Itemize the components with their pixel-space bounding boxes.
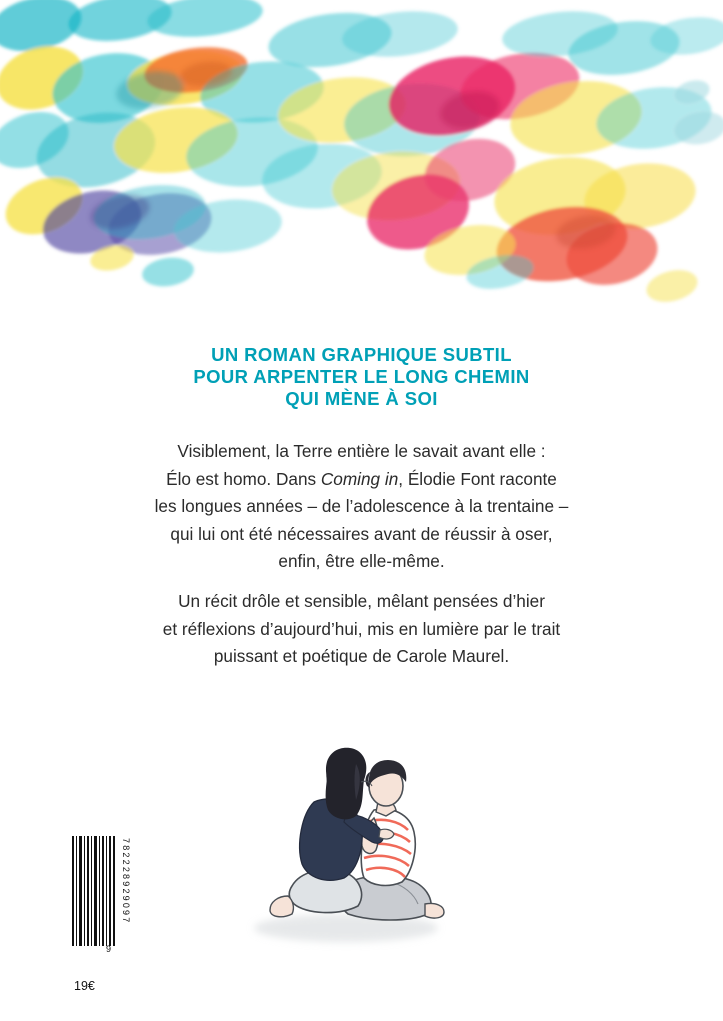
barcode xyxy=(70,836,116,946)
book-title-italic: Coming in xyxy=(320,468,399,489)
blurb-p1-line-2: Élo est homo. Dans Coming in, Élodie Font raconte xyxy=(166,468,557,489)
illustration-svg xyxy=(196,690,496,955)
blurb-paragraph-2 xyxy=(61,588,662,671)
blurb-p1-line-1: Visiblement, la Terre entière le savait avant elle : xyxy=(177,441,546,461)
blurb-p1-line-4: qui lui ont été nécessaires avant de réussir à oser, xyxy=(170,523,553,544)
two-women-embracing-illustration xyxy=(196,690,496,955)
barcode-isbn-digits: 782228929097 xyxy=(121,838,131,925)
headline-line-1: UN ROMAN GRAPHIQUE SUBTIL xyxy=(211,344,512,365)
page-headline xyxy=(0,344,723,410)
watercolour-blobs-svg xyxy=(0,0,723,330)
cover-artwork xyxy=(0,0,723,330)
right-figure-foot xyxy=(425,903,444,918)
blurb-p2-line-2: et réflexions d’aujourd’hui, mis en lumière par le trait xyxy=(162,618,561,639)
blurb-p2-line-1: Un récit drôle et sensible, mêlant pensées d’hier xyxy=(178,591,545,611)
left-figure-hair xyxy=(326,748,367,820)
left-figure-hand xyxy=(379,829,394,839)
blurb-p1-line-5: enfin, être elle-même. xyxy=(278,551,445,571)
price-label: 19€ xyxy=(74,979,95,993)
blurb-paragraph-1 xyxy=(61,438,662,576)
blurb-p2-line-3: puissant et poétique de Carole Maurel. xyxy=(213,646,510,666)
barcode-lead-digit: 9 xyxy=(106,944,112,954)
blurb-p1-line-3: les longues années – de l’adolescence à la trentaine – xyxy=(154,496,569,516)
headline-line-2: POUR ARPENTER LE LONG CHEMIN xyxy=(193,366,530,387)
headline-line-3: QUI MÈNE À SOI xyxy=(285,388,438,409)
left-figure-foot xyxy=(270,896,293,917)
barcode-svg xyxy=(70,836,116,946)
